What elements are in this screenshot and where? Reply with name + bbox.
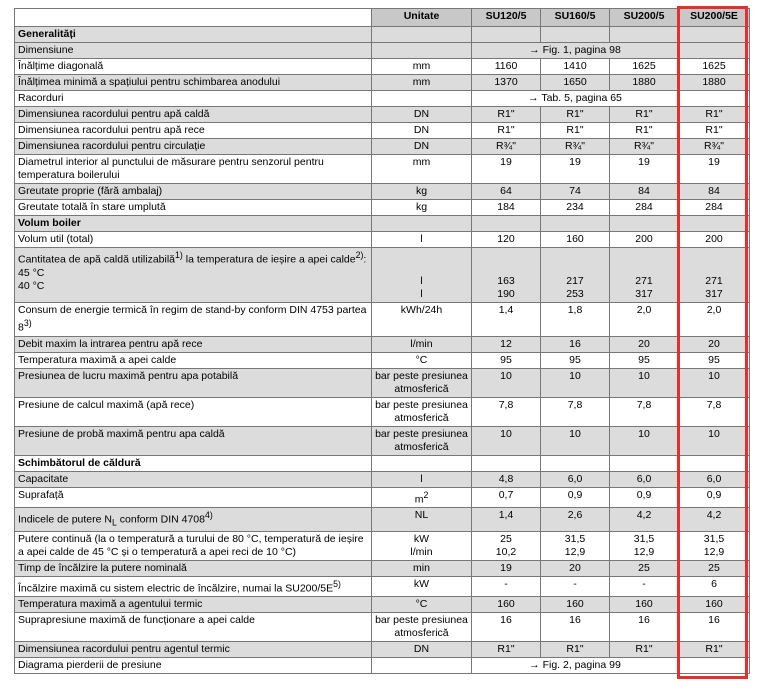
value-cell: 284 [679, 200, 750, 216]
table-row [15, 248, 750, 303]
text-part: Dimensiunea racordului pentru apă rece [18, 124, 205, 136]
row-label [15, 107, 372, 123]
row-label [15, 75, 372, 91]
unit-cell [372, 336, 472, 352]
table-row [15, 139, 750, 155]
value-cell: 20 [610, 336, 679, 352]
text-part: Capacitate [18, 472, 69, 485]
value-cell: 95 [679, 352, 750, 368]
row-label [15, 352, 372, 368]
text-part: l [420, 472, 423, 485]
value-cell: 95 [610, 352, 679, 368]
value-cell: - [472, 576, 541, 597]
value-cell: 19 [610, 155, 679, 184]
row-label [15, 123, 372, 139]
reference-cell: → Fig. 1, pagina 98 [472, 43, 679, 59]
value-cell: 184 [472, 200, 541, 216]
row-label [15, 613, 372, 642]
row-label: Putere continuă (la o temperatură a turului de 80 °C, temperatură de ieșire a apei calde de 45 °C și o temperatură a apei reci de 10 °C) [15, 531, 372, 560]
text-part: : [363, 253, 367, 266]
row-label [15, 184, 372, 200]
value-cell: 200 [679, 232, 750, 248]
value-cell: R1" [679, 107, 750, 123]
table-row [15, 336, 750, 352]
text-part: kWh/24h [400, 304, 443, 316]
value-cell [679, 531, 750, 560]
empty-cell [472, 216, 541, 232]
value-cell: R¾" [541, 139, 610, 155]
value-cell [610, 531, 679, 560]
row-label [15, 397, 372, 426]
row-label [15, 576, 372, 597]
value-cell: 4,8 [472, 471, 541, 487]
row-label: Racorduri [15, 91, 372, 107]
text-part: 4) [204, 510, 213, 520]
text-part: 217 [566, 275, 584, 287]
text-part: Indicele de putere N [18, 513, 112, 526]
text-part: L [111, 517, 117, 528]
row-label [15, 155, 372, 184]
value-cell: 160 [679, 597, 750, 613]
text-part: Debit maxim la intrarea pentru apă rece [18, 337, 203, 350]
text-part: 10,2 [495, 545, 517, 558]
unit-cell [372, 248, 472, 303]
text-part: Consum de energie termică în regim de stand-by conform DIN 4753 partea 8 [18, 304, 367, 334]
table-row [15, 75, 750, 91]
value-cell: R¾" [610, 139, 679, 155]
empty-cell [610, 455, 679, 471]
unit-cell [372, 75, 472, 91]
text-part: Temperatura maximă a agentului termic [18, 598, 203, 611]
value-cell: 0,7 [472, 487, 541, 508]
text-part: 163 [497, 275, 515, 287]
table-row [15, 597, 750, 613]
unit-cell [372, 91, 472, 107]
unit-cell [372, 107, 472, 123]
row-label [15, 336, 372, 352]
value-cell: R¾" [679, 139, 750, 155]
value-cell: 0,9 [610, 487, 679, 508]
unit-cell [372, 232, 472, 248]
unit-cell [372, 560, 472, 576]
value-cell: 20 [541, 560, 610, 576]
row-label [15, 303, 372, 337]
unit-cell [372, 139, 472, 155]
section-row [15, 27, 750, 43]
text-part: Dimensiunea racordului pentru circulație [18, 140, 206, 152]
text-part: Presiune de calcul maximă (apă rece) [18, 398, 195, 411]
text-part: 45 °C [18, 266, 45, 279]
value-cell: 16 [610, 613, 679, 642]
row-label [15, 139, 372, 155]
empty-cell [541, 27, 610, 43]
row-label [15, 248, 372, 303]
empty-cell [372, 27, 472, 43]
text-part: kg [415, 201, 428, 213]
value-cell: 0,9 [679, 487, 750, 508]
value-cell: 19 [472, 560, 541, 576]
value-cell: 160 [541, 597, 610, 613]
empty-cell [679, 43, 750, 59]
table-row [15, 508, 750, 532]
value-cell: 120 [472, 232, 541, 248]
value-cell: R1" [679, 642, 750, 658]
value-cell: 7,8 [541, 397, 610, 426]
row-label [15, 508, 372, 532]
text-part: Presiunea de lucru maximă pentru apa potabilă [18, 369, 239, 382]
value-cell: 6 [679, 576, 750, 597]
empty-cell [541, 455, 610, 471]
text-part: 317 [705, 288, 723, 300]
value-cell: R1" [610, 123, 679, 139]
value-cell: 10 [679, 368, 750, 397]
section-title: Volum boiler [15, 216, 372, 232]
text-part: Suprafață [18, 488, 64, 501]
unit-cell [372, 352, 472, 368]
value-cell: 25 [679, 560, 750, 576]
value-cell: 12 [472, 336, 541, 352]
value-cell: 7,8 [610, 397, 679, 426]
value-cell: 25 [610, 560, 679, 576]
text-part: Volum util (total) [18, 233, 94, 245]
value-cell: 160 [610, 597, 679, 613]
header-model-su160: SU160/5 [541, 9, 610, 27]
technical-data-table [14, 8, 750, 674]
text-part: m [414, 493, 424, 505]
text-part: DN [413, 124, 430, 136]
unit-cell [372, 59, 472, 75]
value-cell: 0,9 [541, 487, 610, 508]
text-part: 31,5 [703, 532, 725, 545]
unit-cell [372, 43, 472, 59]
value-cell: 19 [472, 155, 541, 184]
unit-cell [372, 184, 472, 200]
value-cell: 10 [541, 426, 610, 455]
section-title: Schimbătorul de căldură [15, 455, 372, 471]
text-part: mm [412, 76, 431, 88]
unit-cell [372, 397, 472, 426]
section-row [15, 455, 750, 471]
header-row [15, 9, 750, 27]
value-cell: 19 [541, 155, 610, 184]
value-cell: R¾" [472, 139, 541, 155]
unit-cell [372, 597, 472, 613]
text-part: min [413, 561, 430, 574]
value-cell: 7,8 [679, 397, 750, 426]
empty-cell [679, 658, 750, 674]
text-part: kW [413, 532, 430, 545]
table-row [15, 107, 750, 123]
value-cell: 10 [610, 426, 679, 455]
text-part: l [420, 288, 423, 300]
table-row [15, 43, 750, 59]
table-row [15, 658, 750, 674]
text-part: 12,9 [564, 545, 586, 558]
unit-cell [372, 613, 472, 642]
value-cell: R1" [610, 107, 679, 123]
value-cell: 16 [679, 613, 750, 642]
table-row [15, 471, 750, 487]
section-row [15, 216, 750, 232]
row-label [15, 597, 372, 613]
text-part: 31,5 [633, 532, 655, 545]
value-cell [679, 248, 750, 303]
text-part: DN [413, 108, 430, 120]
text-part: Înălțimea minimă a spațiului pentru schimbarea anodului [18, 76, 281, 88]
text-part: °C [415, 598, 428, 611]
text-part: l/min [410, 545, 433, 558]
text-part: 2 [423, 489, 429, 500]
value-cell: 10 [610, 368, 679, 397]
unit-cell [372, 368, 472, 397]
text-part: 3) [23, 318, 32, 328]
value-cell: 234 [541, 200, 610, 216]
text-part: DN [413, 643, 430, 656]
unit-cell [372, 642, 472, 658]
value-cell: 6,0 [610, 471, 679, 487]
table-row [15, 184, 750, 200]
table-row [15, 91, 750, 107]
value-cell: 1410 [541, 59, 610, 75]
text-part: 40 °C [18, 279, 45, 292]
text-part: mm [412, 60, 431, 72]
header-model-su200e: SU200/5E [679, 9, 750, 27]
text-part: kg [415, 185, 428, 197]
value-cell: 4,2 [679, 508, 750, 532]
value-cell: 16 [541, 336, 610, 352]
table-row [15, 368, 750, 397]
text-part: Timp de încălzire la putere nominală [18, 561, 187, 574]
table-row [15, 487, 750, 508]
value-cell: 95 [541, 352, 610, 368]
text-part: °C [415, 353, 428, 366]
value-cell: 1625 [679, 59, 750, 75]
value-cell: R1" [472, 642, 541, 658]
unit-cell [372, 658, 472, 674]
value-cell: 74 [541, 184, 610, 200]
empty-cell [372, 455, 472, 471]
value-cell: 200 [610, 232, 679, 248]
row-label [15, 642, 372, 658]
text-part: bar peste presiunea atmosferică [375, 369, 468, 395]
row-label [15, 487, 372, 508]
value-cell: 1650 [541, 75, 610, 91]
text-part: 271 [635, 275, 653, 287]
reference-cell: → Fig. 2, pagina 99 [472, 658, 679, 674]
value-cell: R1" [541, 123, 610, 139]
text-part: l [420, 275, 423, 287]
text-part: l/min [410, 337, 433, 350]
value-cell: R1" [472, 107, 541, 123]
table-row [15, 576, 750, 597]
value-cell: 64 [472, 184, 541, 200]
value-cell: 7,8 [472, 397, 541, 426]
table-row [15, 59, 750, 75]
table-row [15, 303, 750, 337]
unit-cell [372, 426, 472, 455]
value-cell: 1,4 [472, 303, 541, 337]
value-cell: R1" [541, 107, 610, 123]
value-cell: 20 [679, 336, 750, 352]
row-label [15, 560, 372, 576]
header-model-su200: SU200/5 [610, 9, 679, 27]
unit-cell [372, 303, 472, 337]
value-cell: 2,0 [679, 303, 750, 337]
value-cell: 1,4 [472, 508, 541, 532]
unit-cell [372, 576, 472, 597]
value-cell: 10 [472, 426, 541, 455]
value-cell: 84 [679, 184, 750, 200]
value-cell: 2,0 [610, 303, 679, 337]
value-cell: 16 [472, 613, 541, 642]
value-cell: 10 [541, 368, 610, 397]
empty-cell [679, 91, 750, 107]
value-cell: 1625 [610, 59, 679, 75]
text-part: Greutate proprie (fără ambalaj) [18, 185, 163, 197]
value-cell: 1160 [472, 59, 541, 75]
text-part: 2) [355, 250, 364, 260]
text-part: Greutate totală în stare umplută [18, 201, 166, 213]
table-row [15, 426, 750, 455]
text-part: bar peste presiunea atmosferică [375, 427, 468, 453]
value-cell [610, 248, 679, 303]
header-empty-cell [15, 9, 372, 27]
text-part: Înălțime diagonală [18, 60, 104, 72]
text-part: 25 [500, 532, 512, 545]
text-part: conform DIN 4708 [116, 513, 205, 526]
value-cell: 84 [610, 184, 679, 200]
text-part: 31,5 [564, 532, 586, 545]
table-row [15, 397, 750, 426]
table-row [15, 560, 750, 576]
unit-cell [372, 155, 472, 184]
text-part: 253 [566, 288, 584, 300]
table-row [15, 642, 750, 658]
text-part: 1) [175, 250, 183, 260]
text-part: bar peste presiunea atmosferică [375, 398, 468, 424]
empty-cell [610, 27, 679, 43]
table-row [15, 200, 750, 216]
text-part: l [420, 233, 423, 245]
value-cell [472, 531, 541, 560]
unit-cell [372, 508, 472, 532]
text-part: Dimensiunea racordului pentru apă caldă [18, 108, 210, 120]
value-cell: 1,8 [541, 303, 610, 337]
text-part: DN [413, 140, 430, 152]
value-cell: 10 [472, 368, 541, 397]
text-part: Diametrul interior al punctului de măsurare pentru senzorul pentru temperatura boilerului [18, 156, 324, 181]
value-cell: R1" [610, 642, 679, 658]
row-label: Diagrama pierderii de presiune [15, 658, 372, 674]
text-part: Cantitatea de apă caldă utilizabilă [18, 253, 176, 266]
table-row [15, 613, 750, 642]
value-cell: 6,0 [541, 471, 610, 487]
row-label [15, 471, 372, 487]
value-cell: 19 [679, 155, 750, 184]
empty-cell [541, 216, 610, 232]
text-part: 12,9 [703, 545, 725, 558]
text-part: 190 [497, 288, 515, 300]
value-cell: 160 [541, 232, 610, 248]
text-part: la temperatura de ieșire a apei calde [182, 253, 356, 266]
text-part: bar peste presiunea atmosferică [375, 614, 468, 640]
empty-cell [679, 455, 750, 471]
table-row [15, 123, 750, 139]
value-cell: 4,2 [610, 508, 679, 532]
row-label [15, 59, 372, 75]
empty-cell [372, 216, 472, 232]
value-cell: 160 [472, 597, 541, 613]
value-cell: - [541, 576, 610, 597]
value-cell: 2,6 [541, 508, 610, 532]
value-cell: 284 [610, 200, 679, 216]
text-part: Presiune de probă maximă pentru apa caldă [18, 427, 225, 440]
section-title: Generalități [15, 27, 372, 43]
table-row [15, 352, 750, 368]
empty-cell [472, 455, 541, 471]
empty-cell [679, 27, 750, 43]
row-label [15, 368, 372, 397]
value-cell: R1" [679, 123, 750, 139]
text-part: Temperatura maximă a apei calde [18, 353, 177, 366]
value-cell: 95 [472, 352, 541, 368]
unit-cell [372, 487, 472, 508]
value-cell: 6,0 [679, 471, 750, 487]
value-cell: 1880 [610, 75, 679, 91]
table-row [15, 232, 750, 248]
text-part: 12,9 [633, 545, 655, 558]
row-label [15, 232, 372, 248]
value-cell: 10 [679, 426, 750, 455]
value-cell: R1" [472, 123, 541, 139]
value-cell [541, 531, 610, 560]
header-unit: Unitate [372, 9, 472, 27]
table-row [15, 531, 750, 560]
text-part: Încălzire maximă cu sistem electric de încălzire, numai la SU200/5E [18, 582, 334, 595]
text-part: 5) [333, 578, 341, 589]
value-cell [541, 248, 610, 303]
unit-cell [372, 123, 472, 139]
row-label: Dimensiune [15, 43, 372, 59]
empty-cell [472, 27, 541, 43]
text-part: Dimensiunea racordului pentru agentul termic [18, 643, 230, 656]
unit-cell [372, 471, 472, 487]
header-model-su120: SU120/5 [472, 9, 541, 27]
unit-cell [372, 531, 472, 560]
value-cell: 16 [541, 613, 610, 642]
row-label [15, 200, 372, 216]
value-cell [472, 248, 541, 303]
text-part: 271 [705, 275, 723, 287]
reference-cell: → Tab. 5, pagina 65 [472, 91, 679, 107]
unit-cell [372, 200, 472, 216]
value-cell: - [610, 576, 679, 597]
empty-cell [679, 216, 750, 232]
value-cell: R1" [541, 642, 610, 658]
text-part: 317 [635, 288, 653, 300]
text-part: Suprapresiune maximă de funcționare a apei calde [18, 614, 255, 627]
text-part: mm [412, 156, 431, 168]
value-cell: 1880 [679, 75, 750, 91]
value-cell: 1370 [472, 75, 541, 91]
row-label [15, 426, 372, 455]
empty-cell [610, 216, 679, 232]
text-part: kW [413, 577, 430, 590]
table-row [15, 155, 750, 184]
text-part: NL [414, 509, 429, 521]
